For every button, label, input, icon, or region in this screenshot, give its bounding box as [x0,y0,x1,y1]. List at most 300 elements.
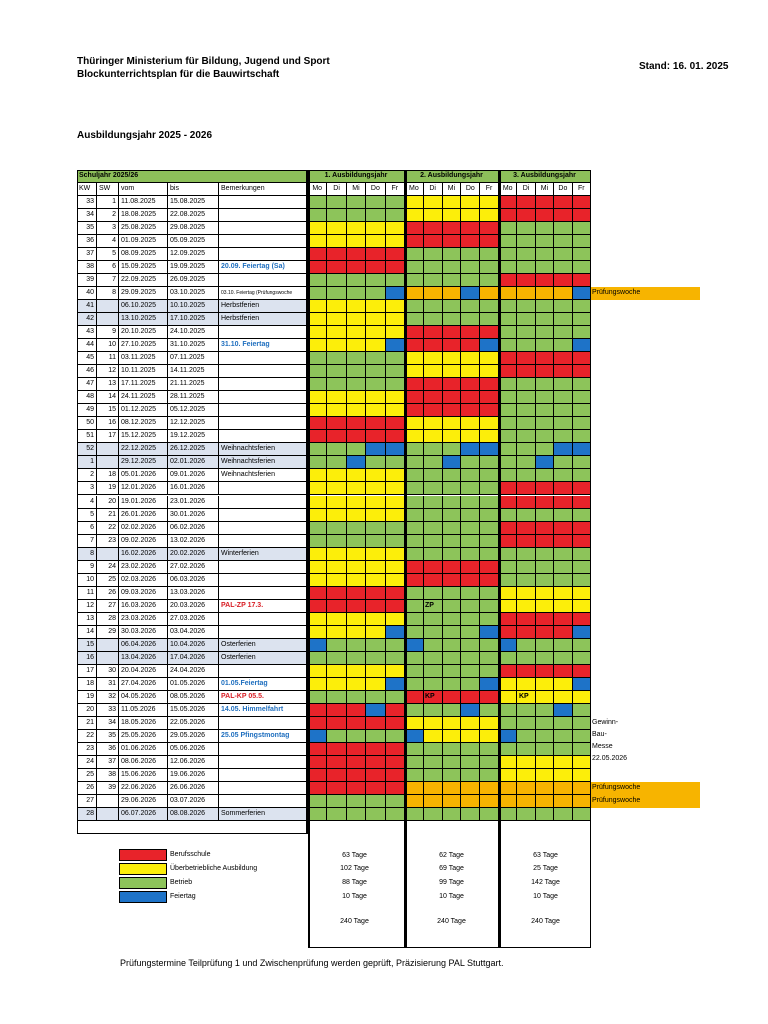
cell-kw: 3 [77,482,97,495]
day-cell [405,691,424,704]
day-cell [517,652,535,665]
cell-bis: 06.02.2026 [168,522,219,535]
day-cell [554,548,572,561]
day-cell [573,522,591,535]
day-cell [536,313,554,326]
summary-value: 25 Tage [533,865,558,872]
day-cell [405,274,424,287]
day-cell [554,600,572,613]
day-cell [386,665,405,678]
day-cell [517,639,535,652]
day-cell [480,196,499,209]
day-cell [443,391,462,404]
cell-vom: 22.06.2026 [119,782,168,795]
day-header: Fr [573,183,591,196]
cell-vom: 23.02.2026 [119,561,168,574]
table-row [77,222,588,235]
day-cell [517,678,535,691]
day-cell [554,430,572,443]
day-cell [536,613,554,626]
day-cell [386,391,405,404]
cell-bis: 08.05.2026 [168,691,219,704]
day-cell [554,417,572,430]
day-cell [480,743,499,756]
legend-swatch [119,863,167,875]
cell-kw: 48 [77,391,97,404]
day-cell [480,339,499,352]
day-cell [480,235,499,248]
legend-label: Betrieb [170,879,193,886]
day-cell [554,274,572,287]
day-cell [536,482,554,495]
day-cell [517,404,535,417]
cell-kw: 16 [77,652,97,665]
day-cell [554,339,572,352]
day-cell [480,600,499,613]
cell-bem [219,522,308,535]
cell-bem: Weihnachtsferien [219,469,308,482]
day-cell [386,639,405,652]
day-cell [424,743,443,756]
cell-bis: 23.01.2026 [168,496,219,509]
day-cell [327,496,346,509]
day-cell [554,391,572,404]
cell-bis: 26.09.2025 [168,274,219,287]
day-cell [366,535,385,548]
cell-bis: 05.06.2026 [168,743,219,756]
day-cell [386,378,405,391]
table-row [77,535,588,548]
day-cell [366,587,385,600]
day-cell [327,352,346,365]
table-row [77,300,588,313]
day-cell [308,704,327,717]
cell-sw: 27 [97,600,119,613]
day-cell [554,300,572,313]
cell-bis: 30.01.2026 [168,509,219,522]
day-cell [480,730,499,743]
day-cell [308,222,327,235]
cell-bem: Herbstferien [219,313,308,326]
day-cell [461,352,480,365]
summary-total: 240 Tage [437,918,466,925]
cell-bis: 20.02.2026 [168,548,219,561]
cell-bem [219,391,308,404]
day-cell [443,404,462,417]
day-cell [405,391,424,404]
day-cell [536,730,554,743]
day-cell [443,235,462,248]
day-cell [405,287,424,300]
cell-sw: 18 [97,469,119,482]
cell-sw: 21 [97,509,119,522]
block-title: 3. Ausbildungsjahr [499,170,591,183]
day-cell [405,509,424,522]
cell-bem [219,482,308,495]
cell-vom: 03.11.2025 [119,352,168,365]
day-cell [517,626,535,639]
day-cell [554,769,572,782]
cell-bem [219,352,308,365]
cell-bem: Osterferien [219,639,308,652]
day-cell [366,678,385,691]
day-cell [424,561,443,574]
cell-bem [219,496,308,509]
day-cell [461,482,480,495]
day-cell [308,443,327,456]
day-cell [517,287,535,300]
day-cell [480,704,499,717]
table-row [77,469,588,482]
day-cell [405,535,424,548]
cell-vom: 22.09.2025 [119,274,168,287]
day-cell [366,730,385,743]
cell-bis: 03.04.2026 [168,626,219,639]
table-row [77,665,588,678]
day-cell [480,626,499,639]
day-cell [536,652,554,665]
cell-bem: Herbstferien [219,300,308,313]
table-row [77,704,588,717]
day-cell [499,469,517,482]
day-cell [405,769,424,782]
day-cell [517,522,535,535]
day-cell [308,300,327,313]
day-cell [386,404,405,417]
day-cell [327,196,346,209]
cell-kw: 7 [77,535,97,548]
cell-sw: 29 [97,626,119,639]
day-cell [308,391,327,404]
day-cell [443,704,462,717]
day-cell [517,509,535,522]
day-cell [347,496,366,509]
day-cell [517,769,535,782]
table-row [77,509,588,522]
cell-sw: 30 [97,665,119,678]
cell-bis: 13.03.2026 [168,587,219,600]
day-cell [308,808,327,821]
day-cell [424,613,443,626]
day-cell [443,417,462,430]
day-cell [517,535,535,548]
day-cell [480,274,499,287]
cell-bis: 10.04.2026 [168,639,219,652]
day-cell [405,678,424,691]
table-row [77,795,641,808]
day-cell [573,430,591,443]
cell-kw: 38 [77,261,97,274]
day-cell [517,352,535,365]
day-cell [499,378,517,391]
day-cell [517,717,535,730]
day-cell [480,456,499,469]
day-cell [308,339,327,352]
day-cell [386,795,405,808]
day-cell [573,261,591,274]
day-cell [327,509,346,522]
day-cell [347,522,366,535]
day-cell [405,469,424,482]
day-cell [536,522,554,535]
day-cell [499,352,517,365]
day-cell [327,639,346,652]
cell-sw: 19 [97,482,119,495]
day-cell [366,391,385,404]
day-cell [405,574,424,587]
day-cell [366,274,385,287]
day-cell [366,522,385,535]
cell-kw: 33 [77,196,97,209]
day-cell [386,352,405,365]
day-cell [327,378,346,391]
day-cell [517,756,535,769]
cell-bis: 09.01.2026 [168,469,219,482]
cell-bis: 22.05.2026 [168,717,219,730]
day-cell [347,561,366,574]
day-cell [573,456,591,469]
day-cell [386,769,405,782]
day-cell [424,456,443,469]
day-cell [573,365,591,378]
day-cell [554,730,572,743]
day-cell [424,808,443,821]
day-header: Di [424,183,443,196]
cell-vom: 04.05.2026 [119,691,168,704]
day-cell [366,209,385,222]
day-cell [517,222,535,235]
summary-value: 99 Tage [439,879,464,886]
day-cell [573,587,591,600]
day-cell [386,235,405,248]
day-cell [424,430,443,443]
day-cell [461,626,480,639]
legend-label: Überbetriebliche Ausbildung [170,865,258,872]
cell-sw [97,313,119,326]
day-cell [327,235,346,248]
day-cell [366,326,385,339]
table-row [77,574,588,587]
day-cell [327,743,346,756]
day-cell [347,691,366,704]
day-cell [536,587,554,600]
day-cell [461,222,480,235]
day-cell [480,522,499,535]
day-cell [405,782,424,795]
day-cell [424,704,443,717]
day-cell [461,652,480,665]
day-cell [405,235,424,248]
day-cell [308,600,327,613]
day-cell [424,678,443,691]
day-cell [536,496,554,509]
day-header: Di [327,183,346,196]
day-cell [405,522,424,535]
day-cell [573,691,591,704]
table-row [77,561,588,574]
cell-bis: 24.10.2025 [168,326,219,339]
day-header: Mo [405,183,424,196]
day-cell [308,417,327,430]
cell-vom: 25.08.2025 [119,222,168,235]
cell-bem: Winterferien [219,548,308,561]
day-cell [366,496,385,509]
day-cell [405,261,424,274]
cell-kw: 41 [77,300,97,313]
cell-sw: 1 [97,196,119,209]
cell-vom: 16.02.2026 [119,548,168,561]
day-cell [424,509,443,522]
day-cell [386,509,405,522]
day-cell [443,313,462,326]
day-cell [461,613,480,626]
cell-bem [219,417,308,430]
day-cell [554,756,572,769]
day-cell [480,300,499,313]
day-cell [499,561,517,574]
day-cell [347,261,366,274]
day-cell [517,248,535,261]
day-cell [405,300,424,313]
day-cell [554,378,572,391]
day-cell [327,535,346,548]
day-header: Do [366,183,385,196]
table-row [77,326,588,339]
day-cell [347,652,366,665]
day-cell [443,300,462,313]
day-cell [517,613,535,626]
day-cell [554,704,572,717]
legend-label: Feiertag [170,893,196,900]
day-cell [424,496,443,509]
day-cell [554,313,572,326]
day-cell [366,652,385,665]
day-cell [308,261,327,274]
day-cell [499,235,517,248]
day-cell [461,509,480,522]
day-cell [443,222,462,235]
day-cell [461,417,480,430]
day-cell [366,665,385,678]
day-cell [554,535,572,548]
day-cell [366,704,385,717]
day-cell [443,339,462,352]
day-cell [536,626,554,639]
cell-vom: 11.08.2025 [119,196,168,209]
cell-bis: 13.02.2026 [168,535,219,548]
day-cell [366,717,385,730]
day-cell [327,574,346,587]
table-row [77,496,588,509]
day-cell [308,496,327,509]
day-cell [424,548,443,561]
cell-bis: 10.10.2025 [168,300,219,313]
day-cell [424,730,443,743]
side-note: Prüfungswoche [590,795,700,808]
plan-title: Blockunterrichtsplan für die Bauwirtschaft [77,69,280,80]
day-cell [347,365,366,378]
day-cell [443,691,462,704]
cell-bis: 12.12.2025 [168,417,219,430]
day-cell [443,587,462,600]
day-cell [347,639,366,652]
cell-kw: 27 [77,795,97,808]
day-cell [517,209,535,222]
day-cell [499,404,517,417]
day-cell [480,261,499,274]
day-cell [554,261,572,274]
cell-bis: 21.11.2025 [168,378,219,391]
day-cell [443,561,462,574]
cell-sw: 6 [97,261,119,274]
cell-bis: 06.03.2026 [168,574,219,587]
table-row [77,313,588,326]
day-cell [499,730,517,743]
day-cell [499,456,517,469]
day-cell [480,443,499,456]
day-cell [554,222,572,235]
day-cell [308,717,327,730]
day-cell [424,665,443,678]
column-header-sw: SW [97,183,119,196]
cell-kw: 37 [77,248,97,261]
day-cell [366,261,385,274]
day-cell [536,404,554,417]
day-cell [424,417,443,430]
day-cell [443,522,462,535]
table-row [77,548,588,561]
cell-vom: 15.12.2025 [119,430,168,443]
table-row [77,443,588,456]
day-cell [347,443,366,456]
cell-sw: 33 [97,704,119,717]
cell-bis: 08.08.2026 [168,808,219,821]
cell-bis: 15.08.2025 [168,196,219,209]
day-cell [554,587,572,600]
day-cell [517,235,535,248]
day-cell [461,248,480,261]
cell-vom: 05.01.2026 [119,469,168,482]
day-cell [461,326,480,339]
cell-kw: 24 [77,756,97,769]
day-cell [554,782,572,795]
day-cell [443,756,462,769]
day-cell [554,326,572,339]
day-cell [443,274,462,287]
day-cell [327,717,346,730]
day-cell [366,378,385,391]
day-cell [517,730,535,743]
day-cell [347,509,366,522]
day-cell [480,287,499,300]
day-cell [573,561,591,574]
day-cell [461,561,480,574]
day-cell [327,561,346,574]
day-cell [517,665,535,678]
day-cell [386,730,405,743]
cell-bis: 03.10.2025 [168,287,219,300]
day-cell [347,430,366,443]
cell-kw: 52 [77,443,97,456]
cell-kw: 39 [77,274,97,287]
day-cell [554,613,572,626]
day-header: Fr [386,183,405,196]
day-cell [366,248,385,261]
cell-vom: 06.10.2025 [119,300,168,313]
day-cell [536,430,554,443]
cell-bis: 22.08.2025 [168,209,219,222]
cell-sw: 16 [97,417,119,430]
